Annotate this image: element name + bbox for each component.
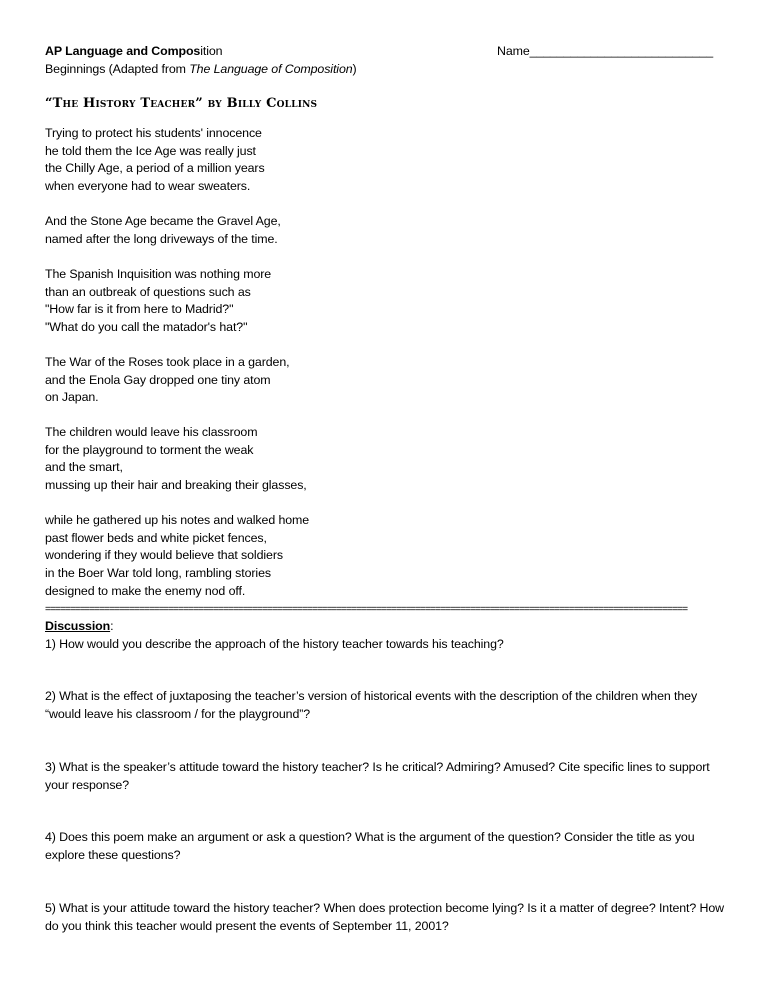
poem-line: on Japan. bbox=[45, 390, 99, 405]
question-2: 2) What is the effect of juxtaposing the teacher’s version of historical events with the description of the children when they “would leave his classroom / for the playground”? bbox=[45, 689, 698, 721]
course-title bbox=[45, 43, 222, 61]
course-title-bold: AP Language and Compos bbox=[45, 44, 201, 58]
poem-line: past flower beds and white picket fences, bbox=[45, 530, 267, 545]
subtitle-prefix: Beginnings (Adapted from bbox=[45, 62, 190, 76]
course-title-rest: ition bbox=[200, 44, 223, 58]
poem-line: designed to make the enemy nod off. bbox=[45, 583, 246, 598]
poem-line: the Chilly Age, a period of a million years bbox=[45, 161, 265, 176]
question-5: 5) What is your attitude toward the history teacher? When does protection become lying? Is it a matter of degree? Intent? How do you think this teacher would present the events of September 11, 2001? bbox=[45, 901, 724, 933]
subtitle-suffix: ) bbox=[352, 62, 357, 76]
poem-line: The children would leave his classroom bbox=[45, 425, 258, 439]
poem-line: for the playground to torment the weak bbox=[45, 442, 254, 457]
poem-line: named after the long driveways of the time. bbox=[45, 231, 278, 246]
poem-line: The Spanish Inquisition was nothing more bbox=[45, 267, 272, 281]
subtitle bbox=[45, 61, 357, 79]
poem-line: he told them the Ice Age was really just bbox=[45, 143, 256, 158]
question-1: 1) How would you describe the approach of the history teacher towards his teaching? bbox=[45, 637, 504, 651]
discussion-colon: : bbox=[110, 619, 114, 633]
subtitle-book: The Language of Composition bbox=[189, 62, 353, 76]
poem-line: and the Enola Gay dropped one tiny atom bbox=[45, 372, 271, 387]
name-field[interactable]: Name___________________________ bbox=[497, 44, 714, 58]
discussion-heading bbox=[45, 618, 113, 636]
poem-line: "What do you call the matador's hat?" bbox=[45, 320, 248, 335]
poem-line: wondering if they would believe that soldiers bbox=[45, 548, 283, 563]
poem-line: "How far is it from here to Madrid?" bbox=[45, 302, 234, 317]
question-4: 4) Does this poem make an argument or ask a question? What is the argument of the question? Consider the title as you explore these questions? bbox=[45, 830, 695, 862]
question-3: 3) What is the speaker’s attitude toward the history teacher? Is he critical? Admiring? Amused? Cite specific lines to support your response? bbox=[45, 760, 710, 792]
poem-line: The War of the Roses took place in a garden, bbox=[45, 355, 290, 369]
poem-line: and the smart, bbox=[45, 460, 123, 475]
discussion-label: Discussion bbox=[45, 619, 111, 633]
separator: ================================================================================================================================== bbox=[45, 604, 688, 615]
poem-line: than an outbreak of questions such as bbox=[45, 284, 251, 299]
poem-line: in the Boer War told long, rambling stories bbox=[45, 566, 271, 581]
poem-line: while he gathered up his notes and walked home bbox=[45, 513, 310, 527]
poem-line: Trying to protect his students' innocence bbox=[45, 126, 262, 140]
poem-line: when everyone had to wear sweaters. bbox=[45, 179, 251, 194]
poem-line: mussing up their hair and breaking their glasses, bbox=[45, 478, 307, 493]
poem-title: “The History Teacher” by Billy Collins bbox=[45, 96, 318, 111]
poem-line: And the Stone Age became the Gravel Age, bbox=[45, 214, 281, 228]
